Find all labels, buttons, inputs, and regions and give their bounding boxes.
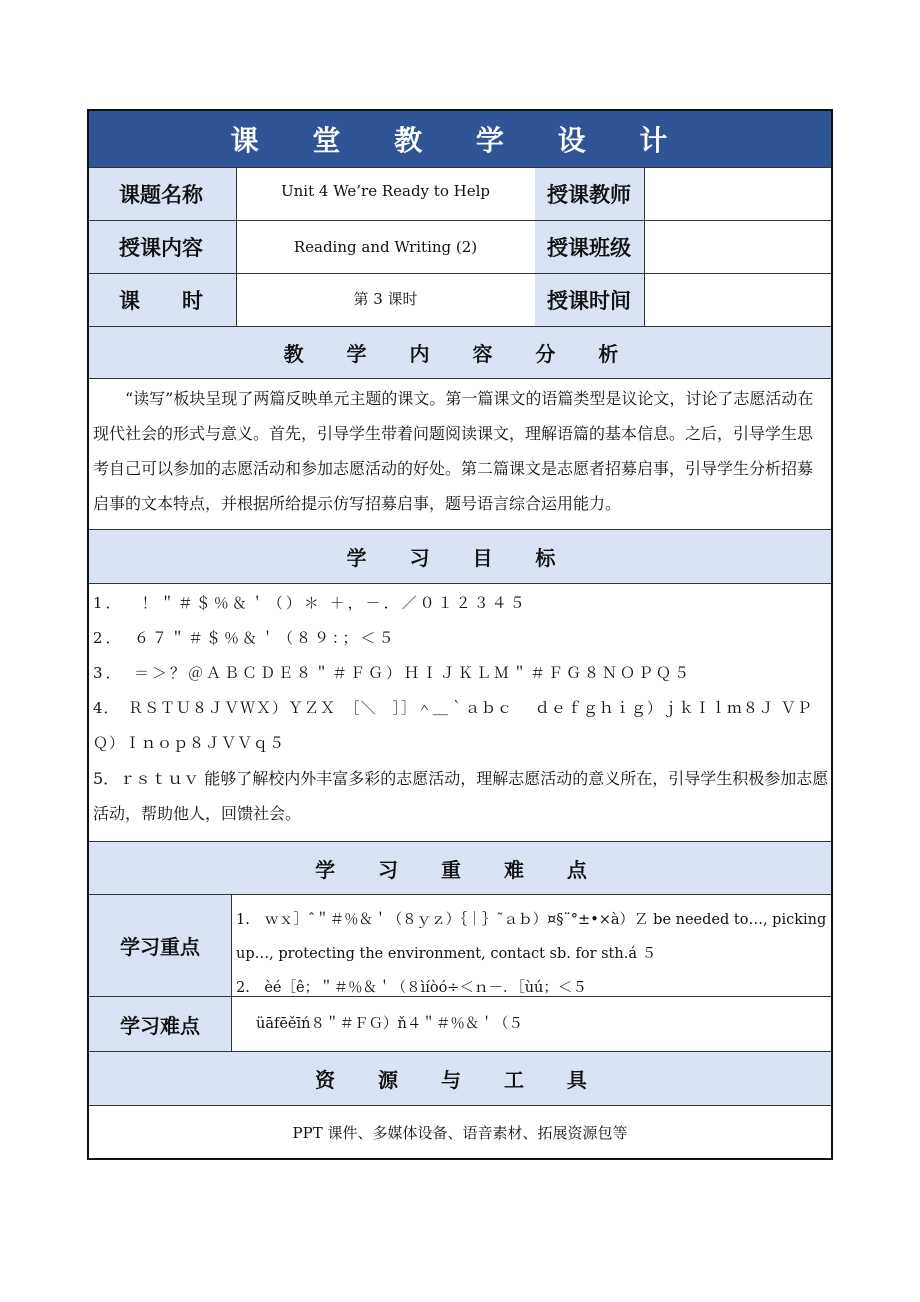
focus-content [231, 895, 831, 996]
difficulty-row [89, 996, 831, 1051]
topic-label: 课题名称 [89, 168, 236, 220]
analysis-heading: 教 学 内 容 分 析 [89, 326, 831, 378]
content-label: 授课内容 [89, 221, 236, 273]
focus-item: 2. èé［ê；＂＃％＆＇（８ìíòó÷＜ｎ－．［ùú；＜５ [236, 980, 587, 996]
period-value: 第 3 课时 [353, 290, 418, 308]
goals-list [89, 583, 831, 841]
info-row-period [89, 273, 831, 326]
class-value [644, 221, 831, 273]
key-points-heading: 学 习 重 难 点 [89, 841, 831, 894]
analysis-text: “读写”板块呈现了两篇反映单元主题的课文。第一篇课文的语篇类型是议论文，讨论了志愿活动在现代社会的形式与意义。首先，引导学生带着问题阅读课文，理解语篇的基本信息。之后，引导学生思考自己可以参加的志愿活动和参加志愿活动的好处。第二篇课文是志愿者招募启事，引导学生分析招募启事的文本特点，并根据所给提示仿写招募启事，题号语言综合运用能力。 [89, 378, 831, 529]
teacher-value [644, 168, 831, 220]
goals-heading: 学 习 目 标 [89, 529, 831, 583]
focus-row [89, 894, 831, 996]
info-row-content [89, 220, 831, 273]
period-label: 课 时 [89, 274, 236, 326]
difficulty-label: 学习难点 [89, 997, 231, 1051]
goal-item: 2． ６７＂＃＄％＆＇（８９：；＜５ [93, 629, 397, 647]
focus-item: 1. ｗｘ］ˆ＂＃％＆＇（８ｙｚ）｛｜｝˜ａｂ）¤§¨°±•×à）Ｚ be needed to…, picking up…, protecting the environment, contact sb. for sth.á ５ [236, 912, 827, 962]
goal-item: 5．ｒｓｔｕｖ 能够了解校内外丰富多彩的志愿活动，理解志愿活动的意义所在，引导学生积极参加志愿活动，帮助他人，回馈社会。 [93, 769, 829, 823]
goal-item: 3． ＝＞？＠ＡＢＣＤＥ８＂＃ＦＧ）ＨＩＪＫＬＭ＂＃ＦＧ８ＮＯＰＱ５ [93, 664, 693, 682]
goal-item: 4． ＲＳＴＵ８ＪＶＷＸ）ＹＺＸ ［＼ ］］＾＿｀ａｂｃ ｄｅｆｇｈｉｇ）ｊｋＩｌｍ８Ｊ ＶＰＱ）Ｉｎｏｐ８ＪＶＶｑ５ [93, 699, 813, 752]
teacher-label: 授课教师 [535, 168, 644, 220]
topic-value: Unit 4 We’re Ready to Help [280, 182, 490, 200]
focus-label: 学习重点 [89, 895, 231, 996]
resources-heading: 资 源 与 工 具 [89, 1051, 831, 1105]
goal-item: 1． ！＂＃＄％＆＇（）＊ ＋，－．／０１２３４５ [93, 594, 528, 612]
class-label: 授课班级 [535, 221, 644, 273]
content-value: Reading and Writing (2) [293, 238, 478, 256]
difficulty-text: üāfēěīń８＂＃ＦＧ）ň４＂＃％＆＇（５ [231, 997, 831, 1051]
info-row-topic [89, 167, 831, 220]
time-value [644, 274, 831, 326]
lesson-design-table [87, 109, 833, 1160]
resources-text: PPT 课件、多媒体设备、语音素材、拓展资源包等 [89, 1105, 831, 1158]
page-title: 课 堂 教 学 设 计 [89, 111, 831, 167]
time-label: 授课时间 [535, 274, 644, 326]
